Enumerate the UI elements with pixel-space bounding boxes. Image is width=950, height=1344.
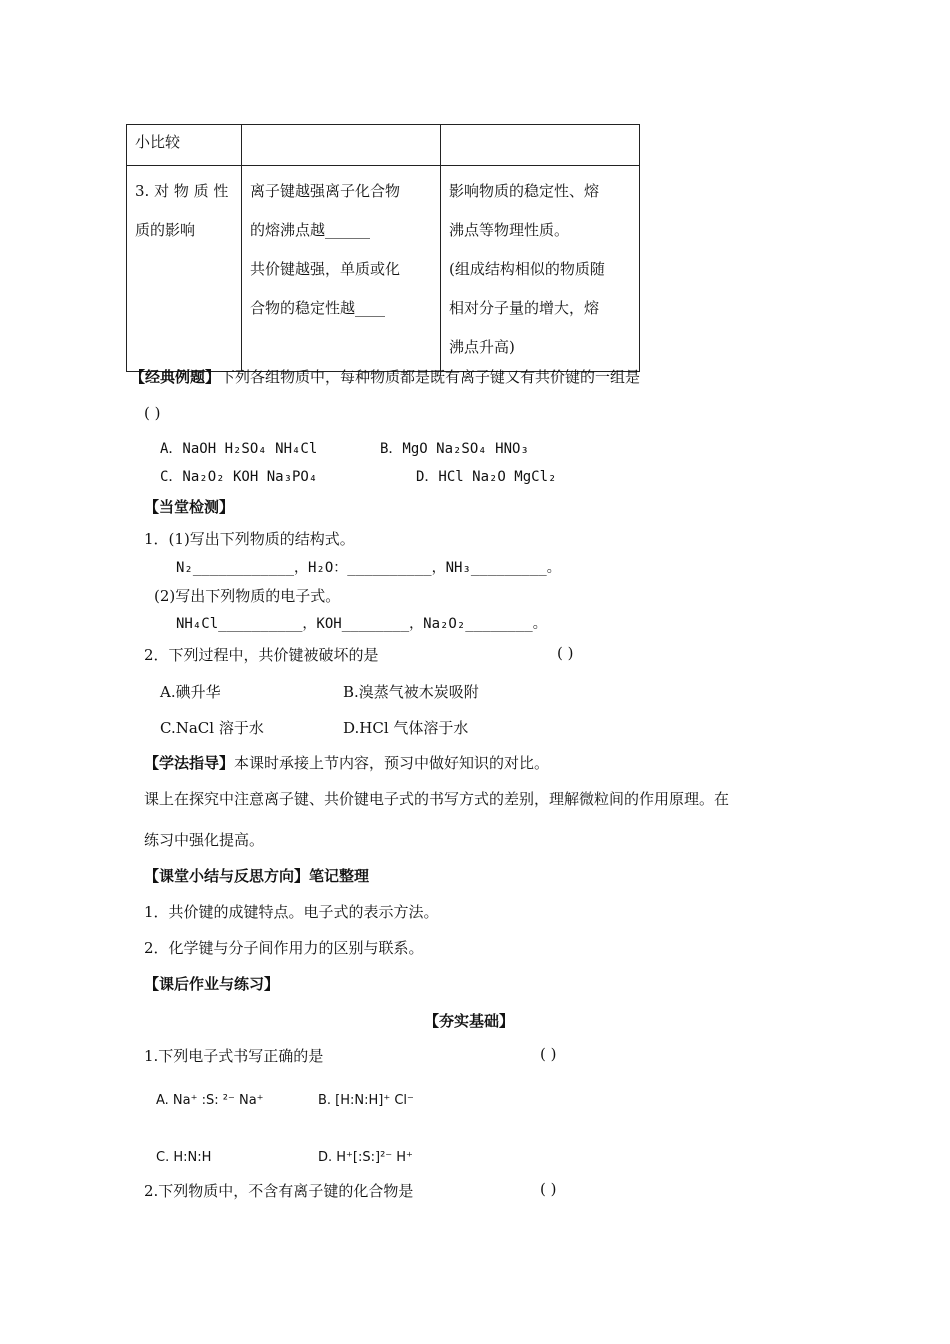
cell-text: 合物的稳定性越____: [250, 299, 386, 317]
row-label: 质的影响: [135, 221, 196, 239]
cell-text: (组成结构相似的物质随: [449, 260, 605, 278]
table-row: [127, 166, 640, 372]
table-cell: [127, 166, 242, 372]
fill-blank-line: N₂____________，H₂O：__________，NH₃_________。: [176, 560, 561, 576]
list-item: 1．共价键的成键特点。电子式的表示方法。: [144, 903, 439, 921]
section-heading: 【当堂检测】: [144, 498, 235, 516]
cell-text: 沸点升高): [449, 338, 515, 356]
question-text: (2)写出下列物质的电子式。: [154, 587, 341, 605]
option-d: D.HCl 气体溶于水: [343, 719, 469, 737]
option-d: D．HCl Na₂O MgCl₂: [416, 469, 557, 485]
electron-formula-b: B. [H:N:H]⁺ Cl⁻: [318, 1093, 414, 1108]
option-b: B．MgO Na₂SO₄ HNO₃: [380, 441, 529, 457]
table-cell: [242, 166, 441, 372]
answer-paren: ( ): [557, 644, 574, 662]
fill-blank-line: NH₄Cl__________，KOH________，Na₂O₂________。: [176, 616, 547, 632]
answer-paren: ( ): [144, 404, 161, 422]
method-line: [144, 752, 549, 773]
cell-text: 相对分子量的增大，熔: [449, 299, 600, 317]
option-c: C．Na₂O₂ KOH Na₃PO₄: [160, 469, 318, 485]
table-cell: [127, 125, 242, 166]
cell-text: 影响物质的稳定性、熔: [449, 182, 600, 200]
section-heading: 【经典例题】: [130, 368, 221, 386]
table-cell: [441, 166, 640, 372]
question-text: 2.下列物质中，不含有离子键的化合物是: [144, 1182, 414, 1200]
table-row: [127, 125, 640, 166]
paragraph-text: 练习中强化提高。: [144, 831, 265, 849]
option-c: C.NaCl 溶于水: [160, 719, 264, 737]
question-text: 下列各组物质中，每种物质都是既有离子键又有共价键的一组是: [220, 368, 641, 386]
example-question: [130, 366, 640, 387]
question-text: 1．(1)写出下列物质的结构式。: [144, 530, 355, 548]
question-text: 2．下列过程中，共价键被破坏的是: [144, 646, 379, 664]
row-label: 小比较: [135, 133, 181, 151]
cell-text: 共价键越强，单质或化: [250, 260, 401, 278]
section-heading: 【学法指导】: [144, 754, 235, 772]
subsection-heading: 【夯实基础】: [424, 1012, 515, 1030]
electron-formula-c: C. H:N:H: [156, 1150, 212, 1165]
option-a: A.碘升华: [160, 683, 221, 701]
table-cell: [242, 125, 441, 166]
paragraph-text: 课上在探究中注意离子键、共价键电子式的书写方式的差别，理解微粒间的作用原理。在: [144, 790, 730, 808]
section-heading: 【课堂小结与反思方向】笔记整理: [144, 867, 370, 885]
cell-text: 离子键越强离子化合物: [250, 182, 401, 200]
option-b: B.溴蒸气被木炭吸附: [343, 683, 479, 701]
table-cell: [441, 125, 640, 166]
cell-text: 沸点等物理性质。: [449, 221, 570, 239]
comparison-table: [126, 124, 640, 372]
list-item: 2．化学键与分子间作用力的区别与联系。: [144, 939, 424, 957]
row-label: 3. 对 物 质 性: [135, 182, 229, 200]
paragraph-text: 本课时承接上节内容，预习中做好知识的对比。: [234, 754, 550, 772]
electron-formula-a: A. Na⁺ :S: ²⁻ Na⁺: [156, 1093, 264, 1108]
option-a: A．NaOH H₂SO₄ NH₄Cl: [160, 441, 318, 457]
question-text: 1.下列电子式书写正确的是: [144, 1047, 324, 1065]
electron-formula-d: D. H⁺[:S:]²⁻ H⁺: [318, 1150, 413, 1165]
answer-paren: ( ): [540, 1045, 557, 1063]
answer-paren: ( ): [540, 1180, 557, 1198]
section-heading: 【课后作业与练习】: [144, 975, 280, 993]
cell-text: 的熔沸点越______: [250, 221, 371, 239]
